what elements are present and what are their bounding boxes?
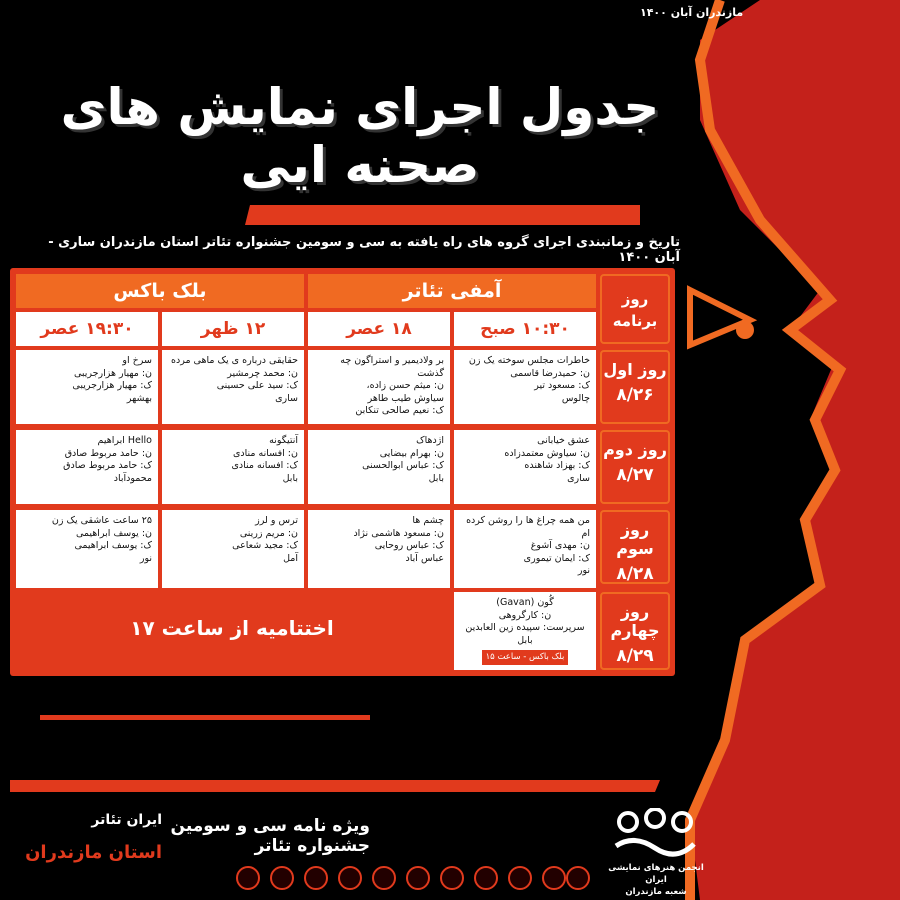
show-line: ک: مجید شعاعی <box>232 540 298 551</box>
day-date: ۸/۲۶ <box>616 385 654 405</box>
day-date: ۸/۲۷ <box>616 465 654 485</box>
pointer-drop <box>736 321 754 339</box>
page-subtitle: تاریخ و زمانبندی اجرای گروه های راه یافته به سی و سومین جشنواره تئاتر استان مازندران ساری - آبان ۱۴۰۰ <box>48 235 680 265</box>
show-line: ترس و لرز <box>255 515 298 526</box>
day-date: ۸/۲۸ <box>616 564 654 584</box>
show-line: ن: افسانه منادی <box>232 447 298 459</box>
show-line: ک: عباس ابوالحسنی <box>362 460 444 471</box>
show-cell-d1-1930 <box>16 350 158 424</box>
show-line: ک: عباس روحایی <box>374 540 444 551</box>
corner-label: روز برنامه <box>600 274 670 344</box>
iran-theater-logo <box>12 812 162 863</box>
show-line: خاطرات مجلس سوخته یک زن <box>468 355 590 366</box>
show-cell-d1-18 <box>308 350 450 424</box>
show-cell-d2-1030 <box>454 430 596 504</box>
show-line: گُون (Gavan) <box>496 597 554 608</box>
show-line: ن: مریم زرینی <box>239 527 298 539</box>
show-line: ک: حامد مربوط صادق <box>63 460 152 471</box>
schedule-table <box>10 268 675 676</box>
day-name: روز سوم <box>616 520 654 558</box>
sponsor-logo-icon <box>474 866 498 890</box>
show-line: Hello ابراهیم <box>97 435 152 446</box>
sponsor-logo-icon <box>304 866 328 890</box>
time-header-1030: ۱۰:۳۰ صبح <box>454 312 596 346</box>
day-name: روز اول <box>603 360 667 379</box>
show-line: سرپرست: سپیده زین العابدین <box>465 622 585 633</box>
association-line: انجمن هنرهای نمایشی ایران <box>608 863 704 885</box>
show-line: ن: حمیدرضا قاسمی <box>510 367 590 379</box>
logo-top-text: ایران تئاتر <box>91 812 162 828</box>
association-logo-icon <box>612 808 698 860</box>
show-cell-d4 <box>454 592 596 670</box>
show-line: چشم ها <box>412 515 444 526</box>
show-line: آمل <box>283 552 298 564</box>
time-header-12: ۱۲ ظهر <box>162 312 304 346</box>
venue-header-amphitheater: آمفی تئاتر <box>308 274 596 308</box>
show-line: ن: مهیار هزارجریبی <box>73 367 152 379</box>
show-line: چالوس <box>561 392 590 404</box>
show-line: ن: میثم حسن زاده، <box>366 380 444 391</box>
day-date: ۸/۲۹ <box>616 646 654 666</box>
red-banner-top <box>245 205 640 225</box>
show-line: ک: نعیم صالحی تنکابن <box>355 405 444 416</box>
show-cell-d3-1930 <box>16 510 158 588</box>
show-line: سرخ او <box>122 355 152 366</box>
show-cell-d1-1030 <box>454 350 596 424</box>
show-line: اژدهاک <box>416 435 444 446</box>
show-line: نور <box>139 552 152 564</box>
show-line: بابل <box>428 472 444 484</box>
sponsor-logo-icon <box>508 866 532 890</box>
logo-circle <box>646 809 664 827</box>
show-line: ک: مهیار هزارجریبی <box>72 380 152 391</box>
association-name <box>596 862 716 898</box>
show-line: ک: سید علی حسینی <box>216 380 298 391</box>
sponsor-logo-icon <box>338 866 362 890</box>
show-cell-d3-12 <box>162 510 304 588</box>
show-line: ن: بهرام بیضایی <box>379 447 444 459</box>
show-line: ن: محمد چرمشیر <box>227 367 298 379</box>
show-line: بهشهر <box>126 392 152 404</box>
show-line: ن: مسعود هاشمی نژاد <box>353 527 444 539</box>
show-line: بابل <box>517 634 533 646</box>
sponsor-logo-icon <box>566 866 590 890</box>
top-tag: مازندران آبان ۱۴۰۰ <box>640 6 744 19</box>
logo-circle <box>673 813 691 831</box>
show-line: ن: کارگروهی <box>498 609 552 621</box>
day-label-3 <box>600 510 670 584</box>
venue-header-blackbox: بلک باکس <box>16 274 304 308</box>
show-line: سیاوش طیب طاهر <box>367 392 444 404</box>
blackbox-time-badge: بلک باکس - ساعت ۱۵ <box>482 650 569 665</box>
show-line: ک: مسعود تیر <box>534 380 590 391</box>
sponsor-logo-icon <box>406 866 430 890</box>
logo-bottom-text: استان مازندران <box>25 842 162 863</box>
show-line: آنتیگونه <box>269 435 298 446</box>
red-banner-bottom <box>10 780 660 792</box>
show-line: بر ولادیمیر و استراگون چه گذشت <box>340 355 444 379</box>
show-cell-d1-12 <box>162 350 304 424</box>
show-line: من همه چراغ ها را روشن کرده ام <box>466 515 590 539</box>
show-cell-d3-18 <box>308 510 450 588</box>
logo-wave <box>616 840 694 854</box>
sponsor-logo-icon <box>542 866 566 890</box>
show-line: ک: بهزاد شاهنده <box>524 460 590 471</box>
closing-ceremony: اختتامیه از ساعت ۱۷ <box>16 598 448 658</box>
show-line: بابل <box>282 472 298 484</box>
show-line: ک: ایمان تیموری <box>523 552 590 564</box>
red-profile-shape <box>690 0 900 900</box>
show-line: نور <box>577 565 590 576</box>
association-line: شعبه مازندران <box>625 887 687 897</box>
show-line: حقایقی درباره ی یک ماهی مرده <box>171 355 298 366</box>
show-line: ن: مهدی آشوغ <box>530 540 590 551</box>
show-line: ک: افسانه منادی <box>231 460 298 471</box>
special-issue-title: ویژه نامه سی و سومین جشنواره تئاتر <box>170 816 370 856</box>
logo-circle <box>619 813 637 831</box>
show-line: ک: یوسف ابراهیمی <box>74 540 152 551</box>
sponsor-logo-icon <box>236 866 260 890</box>
time-header-1930: ۱۹:۳۰ عصر <box>16 312 158 346</box>
day-label-1 <box>600 350 670 424</box>
page-title: جدول اجرای نمایش های صحنه ایی <box>60 78 660 194</box>
show-line: عشق خیابانی <box>537 435 590 446</box>
red-banner-mid <box>40 715 370 720</box>
show-line: عباس آباد <box>405 552 444 564</box>
day-name: روز دوم <box>603 440 667 459</box>
show-line: محمودآباد <box>113 472 152 484</box>
day-name: روز چهارم <box>610 602 660 640</box>
day-label-2 <box>600 430 670 504</box>
sponsor-logo-icon <box>270 866 294 890</box>
show-line: ساری <box>275 392 298 404</box>
show-line: ن: حامد مربوط صادق <box>64 447 152 459</box>
show-line: ن: یوسف ابراهیمی <box>75 527 152 539</box>
sponsor-logo-icon <box>372 866 396 890</box>
show-cell-d3-1030 <box>454 510 596 588</box>
day-label-4 <box>600 592 670 670</box>
show-cell-d2-18 <box>308 430 450 504</box>
show-line: ساری <box>567 472 590 484</box>
sponsor-logo-icon <box>440 866 464 890</box>
show-cell-d2-1930 <box>16 430 158 504</box>
show-cell-d2-12 <box>162 430 304 504</box>
show-line: ۲۵ ساعت عاشقی یک زن <box>51 515 152 526</box>
time-header-18: ۱۸ عصر <box>308 312 450 346</box>
show-line: ن: سیاوش معتمدزاده <box>504 447 590 459</box>
